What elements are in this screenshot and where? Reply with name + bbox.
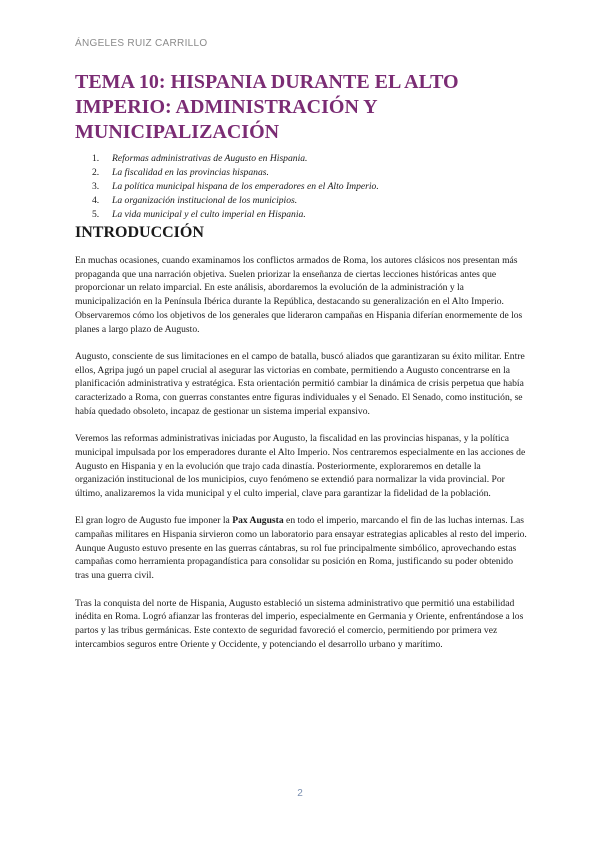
paragraph-text: en todo el imperio, marcando el fin de las luchas internas. Las campañas militares en Hispania sirvieron como un laboratorio para ensayar estrategias aplicables al resto del imperio. Aunque Augusto estuvo presente en las guerras cántabras, su rol fue principalmente simbólico, aprovechando estas campañas como herramienta propagandística para consolidar su posición en Roma, justificando su poder obtenido tras una guerra civil. <box>75 515 527 582</box>
section-heading: INTRODUCCIÓN <box>75 224 204 241</box>
topic-list <box>92 152 512 222</box>
paragraph: Veremos las reformas administrativas iniciadas por Augusto, la fiscalidad en las provincias hispanas, y la política municipal impulsada por los emperadores durante el Alto Imperio. Nos centraremos especialmente en las acciones de Augusto en Hispania y en la evolución que trajo cada dinastía. Posteriormente, exploraremos en detalle la organización institucional de los municipios, cuyo fenómeno se extendió para normalizar la vida provincial. Por último, analizaremos la vida municipal y el culto imperial, clave para garantizar la fidelidad de la población. <box>75 433 526 499</box>
topic-text: La política municipal hispana de los emperadores en el Alto Imperio. <box>112 181 379 192</box>
topic-text: La organización institucional de los municipios. <box>112 195 298 206</box>
paragraph: Augusto, consciente de sus limitaciones en el campo de batalla, buscó aliados que garantizaran su éxito militar. Entre ellos, Agripa jugó un papel crucial al asegurar las victorias en combate, permitiendo a Augusto concentrarse en la planificación administrativa y estratégica. Esta orientación permitió cambiar la dinámica de crisis perpetua que había caracterizado a Roma, con guerras constantes entre figuras individuales y el Senado. El Senado, como institución, se había quedado obsoleto, incapaz de gestionar un sistema imperial expansivo. <box>75 350 525 417</box>
paragraph: Tras la conquista del norte de Hispania, Augusto estableció un sistema administrativo que permitió una estabilidad inédita en Roma. Logró afianzar las fronteras del imperio, especialmente en Germania y Oriente, enfrentándose a los partos y las tribus germánicas. Este contexto de seguridad favoreció el comercio, permitiendo por primera vez intercambios seguros entre Oriente y Occidente, y potenciando el desarrollo urbano y marítimo. <box>75 597 524 650</box>
topic-number: 1. <box>92 153 100 164</box>
paragraph-text: El gran logro de Augusto fue imponer la <box>75 515 233 527</box>
document-title: TEMA 10: HISPANIA DURANTE EL ALTO IMPERIO: ADMINISTRACIÓN Y MUNICIPALIZACIÓN <box>75 71 459 143</box>
topic-number: 5. <box>92 209 100 220</box>
topic-text: Reformas administrativas de Augusto en Hispania. <box>112 153 308 164</box>
topic-list-item <box>92 208 512 222</box>
running-header-author: ÁNGELES RUIZ CARRILLO <box>75 38 208 49</box>
page-number: 2 <box>297 788 303 799</box>
topic-list-item <box>92 152 512 166</box>
paragraph: En muchas ocasiones, cuando examinamos los conflictos armados de Roma, los autores clásicos nos presentan más propaganda que una narración objetiva. Suelen priorizar la enseñanza de ciertas lecciones históricas antes que proporcionar un relato imparcial. En este análisis, abordaremos la evolución de la administración y la municipalización en la Península Ibérica durante la República, destacando su generalización en el Alto Imperio. Observaremos cómo los objetivos de los generales que lideraron campañas en Hispania diferían enormemente de los planes a largo plazo de Augusto. <box>75 255 523 335</box>
topic-list-item <box>92 166 512 180</box>
topic-list-item <box>92 194 512 208</box>
emphasis-pax-augusta: Pax Augusta <box>232 515 284 527</box>
topic-number: 3. <box>92 181 100 192</box>
topic-number: 4. <box>92 195 100 206</box>
topic-text: La vida municipal y el culto imperial en Hispania. <box>112 209 306 220</box>
topic-number: 2. <box>92 167 100 178</box>
paragraph <box>75 514 527 583</box>
topic-text: La fiscalidad en las provincias hispanas. <box>112 167 269 178</box>
topic-list-item <box>92 180 512 194</box>
body-text <box>75 254 527 665</box>
